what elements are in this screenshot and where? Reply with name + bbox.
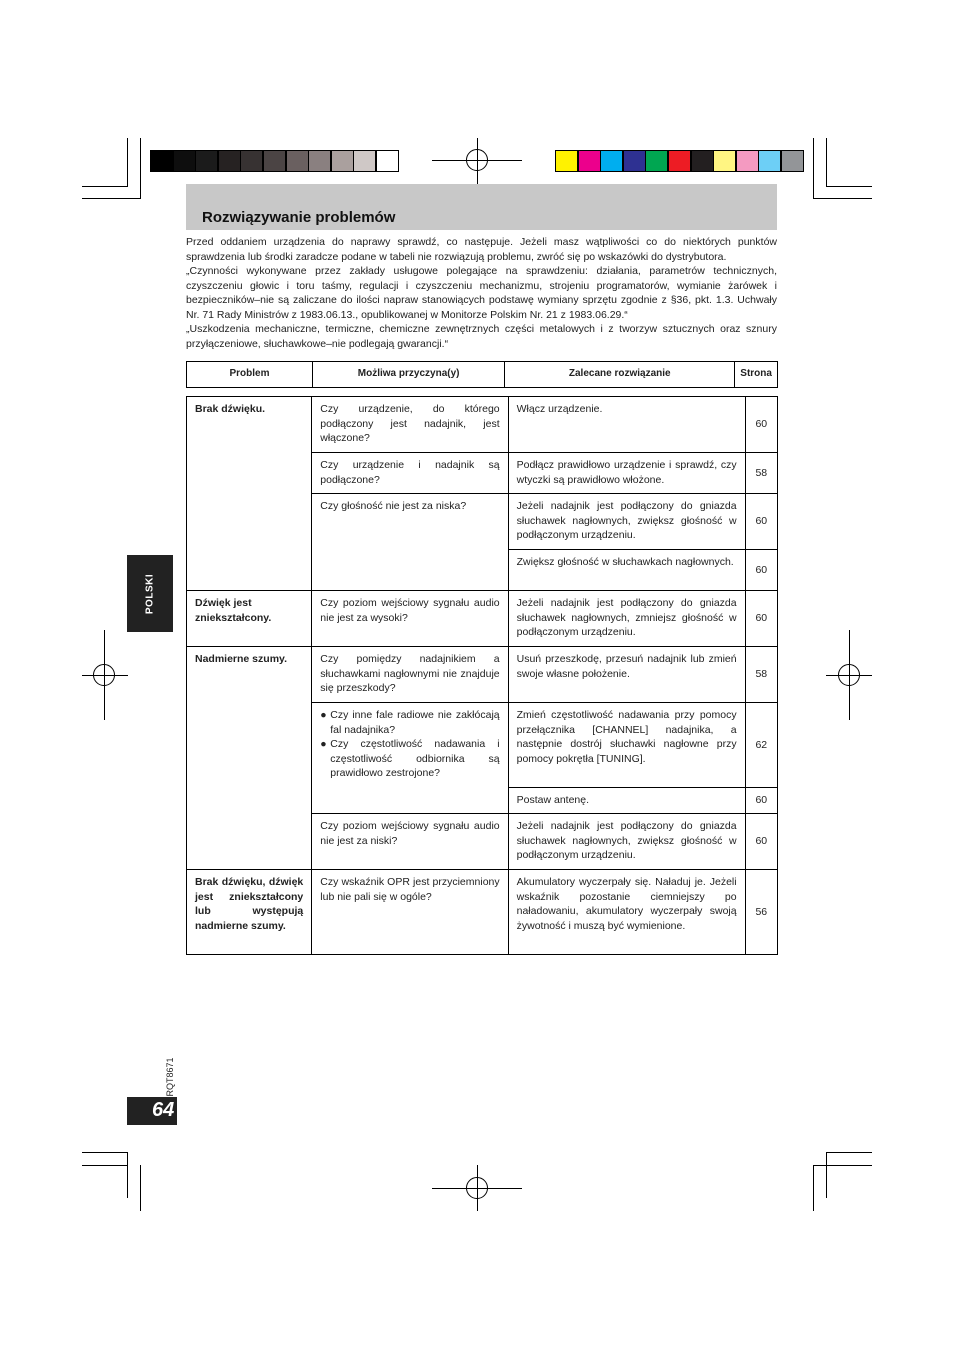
page-ref: 60 <box>745 550 777 591</box>
crop-mark <box>82 1152 128 1153</box>
column-header: Możliwa przyczyna(y) <box>313 362 505 388</box>
color-swatch <box>286 150 309 172</box>
color-swatch <box>308 150 331 172</box>
color-swatch <box>691 150 714 172</box>
color-swatch <box>240 150 263 172</box>
page-ref: 60 <box>745 397 777 453</box>
table-row <box>187 647 778 703</box>
page-ref: 58 <box>745 647 777 703</box>
cause-cell: Czy wskaźnik OPR jest przyciemniony lub nie pali się w ogóle? <box>312 870 508 955</box>
crop-mark <box>127 1152 128 1198</box>
crop-mark <box>826 138 827 186</box>
solution-cell: Jeżeli nadajnik jest podłączony do gniazda słuchawek nagłownych, zwiększ głośność w podłączonym urządzeniu. <box>508 814 745 870</box>
problem-cell: Brak dźwięku, dźwięk jest zniekształcony lub występują nadmierne szumy. <box>187 870 312 955</box>
color-swatch <box>781 150 804 172</box>
table-row <box>187 870 778 955</box>
problem-cell: Nadmierne szumy. <box>187 647 312 870</box>
problem-cell: Dźwięk jest zniekształcony. <box>187 591 312 647</box>
color-swatch <box>353 150 376 172</box>
color-swatch <box>555 150 578 172</box>
cause-cell: Czy urządzenie i nadajnik są podłączone? <box>312 453 508 494</box>
column-header: Strona <box>735 362 778 388</box>
solution-cell: Włącz urządzenie. <box>508 397 745 453</box>
crop-mark <box>140 1165 141 1211</box>
column-header: Zalecane rozwiązanie <box>505 362 735 388</box>
color-swatch <box>195 150 218 172</box>
page-number: 64 <box>152 1099 175 1121</box>
bullet-icon: ● <box>320 709 327 721</box>
color-swatch <box>263 150 286 172</box>
crop-mark <box>826 1152 827 1198</box>
page-ref: 56 <box>745 870 777 955</box>
solution-cell: Postaw antenę. <box>508 788 745 814</box>
cause-cell: Czy głośność nie jest za niska? <box>312 494 508 591</box>
cause-cell: Czy poziom wejściowy sygnału audio nie jest za niski? <box>312 814 508 870</box>
color-swatch <box>623 150 646 172</box>
registration-circle-icon <box>466 1177 488 1199</box>
page-ref: 58 <box>745 453 777 494</box>
color-swatch <box>600 150 623 172</box>
solution-cell: Zwiększ głośność w słuchawkach nagłownych. <box>508 550 745 591</box>
color-swatch <box>758 150 781 172</box>
troubleshooting-table <box>186 396 778 955</box>
crop-mark <box>813 198 872 199</box>
solution-cell: Zmień częstotliwość nadawania przy pomocy przełącznika [CHANNEL] nadajnika, a następnie dostrój słuchawki nagłowne przy pomocy pokrętła [TUNING]. <box>508 703 745 788</box>
crop-mark <box>826 186 872 187</box>
intro-paragraph: Przed oddaniem urządzenia do naprawy sprawdź, co następuje. Jeżeli masz wątpliwości co do niektórych punktów sprawdzenia lub środki zaradcze podane w tabeli nie rozwiązują problemu, zwróć się po wskazówki do dystrybutora. <box>186 236 777 263</box>
solution-cell: Jeżeli nadajnik jest podłączony do gniazda słuchawek nagłownych, zwiększ głośność w podłączonym urządzeniu. <box>508 494 745 550</box>
intro-text <box>186 235 777 351</box>
solution-cell: Akumulatory wyczerpały się. Naładuj je. Jeżeli wskaźnik pozostanie ciemniejszy po naładowaniu, akumulatory wyczerpały swoją żywotność i muszą być wymienione. <box>508 870 745 955</box>
color-swatch <box>376 150 399 172</box>
cause-cell: Czy poziom wejściowy sygnału audio nie jest za wysoki? <box>312 591 508 647</box>
color-swatch <box>736 150 759 172</box>
crop-mark <box>813 1165 872 1166</box>
color-swatch <box>578 150 601 172</box>
color-swatch <box>645 150 668 172</box>
troubleshooting-table-header <box>186 361 778 388</box>
solution-cell: Jeżeli nadajnik jest podłączony do gniazda słuchawek nagłownych, zmniejsz głośność w podłączonym urządzeniu. <box>508 591 745 647</box>
registration-circle-icon <box>838 664 860 686</box>
color-swatch <box>173 150 196 172</box>
crop-mark <box>813 1165 814 1211</box>
crop-mark <box>82 186 128 187</box>
cause-cell: Czy urządzenie, do którego podłączony jest nadajnik, jest włączone? <box>312 397 508 453</box>
language-label: POLSKI <box>144 573 156 614</box>
color-swatch <box>150 150 173 172</box>
page-ref: 60 <box>745 494 777 550</box>
bullet-item: ● Czy inne fale radiowe nie zakłócają fal nadajnika? <box>320 709 500 736</box>
document-code-label: RQT8671 <box>165 1057 175 1097</box>
document-code <box>160 1057 180 1097</box>
bullet-item: ● Czy częstotliwość nadawania i częstotliwość odbiornika są prawidłowo zestrojone? <box>320 738 500 779</box>
crop-mark <box>826 1152 872 1153</box>
column-header: Problem <box>187 362 313 388</box>
crop-mark <box>140 138 141 199</box>
intro-paragraph: „Czynności wykonywane przez zakłady usługowe polegające na sprawdzeniu: działania, parametrów technicznych, czyszczeniu głowic i toru taśmy, regulacji i czyszczeniu mechanizmu, strojeniu programatorów, wymianie żarówek i bezpieczników–nie są zaliczane do ilości napraw stanowiących podstawę wymiany sprzętu zgodnie z §36, pkt. 1.3. Uchwały Nr. 71 Rady Ministrów z 1983.06.13., opublikowanej w Monitorze Polskim Nr. 21 z 1983.06.29.“ <box>186 265 777 321</box>
crop-mark <box>82 198 140 199</box>
page-title: Rozwiązywanie problemów <box>202 209 396 226</box>
intro-paragraph: „Uszkodzenia mechaniczne, termiczne, chemiczne zewnętrznych części metalowych i z tworzyw sztucznych oraz sznury przyłączeniowe, słuchawkowe–nie podlegają gwarancji.“ <box>186 323 777 350</box>
color-swatch <box>668 150 691 172</box>
solution-cell: Podłącz prawidłowo urządzenie i sprawdź, czy wtyczki są prawidłowo włożone. <box>508 453 745 494</box>
color-swatch <box>331 150 354 172</box>
bullet-icon: ● <box>320 738 327 750</box>
color-swatch <box>713 150 736 172</box>
crop-mark <box>127 138 128 186</box>
title-bar <box>186 184 777 230</box>
crop-mark <box>82 1165 128 1166</box>
page-ref: 62 <box>745 703 777 788</box>
table-row <box>187 397 778 453</box>
page-ref: 60 <box>745 814 777 870</box>
page-number-box <box>127 1097 177 1125</box>
page-ref: 60 <box>745 591 777 647</box>
crop-mark <box>813 138 814 199</box>
language-side-tab <box>127 555 173 632</box>
page-ref: 60 <box>745 788 777 814</box>
cause-cell <box>312 703 508 814</box>
registration-circle-icon <box>466 149 488 171</box>
solution-cell: Usuń przeszkodę, przesuń nadajnik lub zmień swoje własne położenie. <box>508 647 745 703</box>
color-swatch <box>218 150 241 172</box>
table-row <box>187 591 778 647</box>
problem-cell: Brak dźwięku. <box>187 397 312 591</box>
cause-cell: Czy pomiędzy nadajnikiem a słuchawkami nagłownymi nie znajduje się przeszkody? <box>312 647 508 703</box>
registration-circle-icon <box>93 664 115 686</box>
